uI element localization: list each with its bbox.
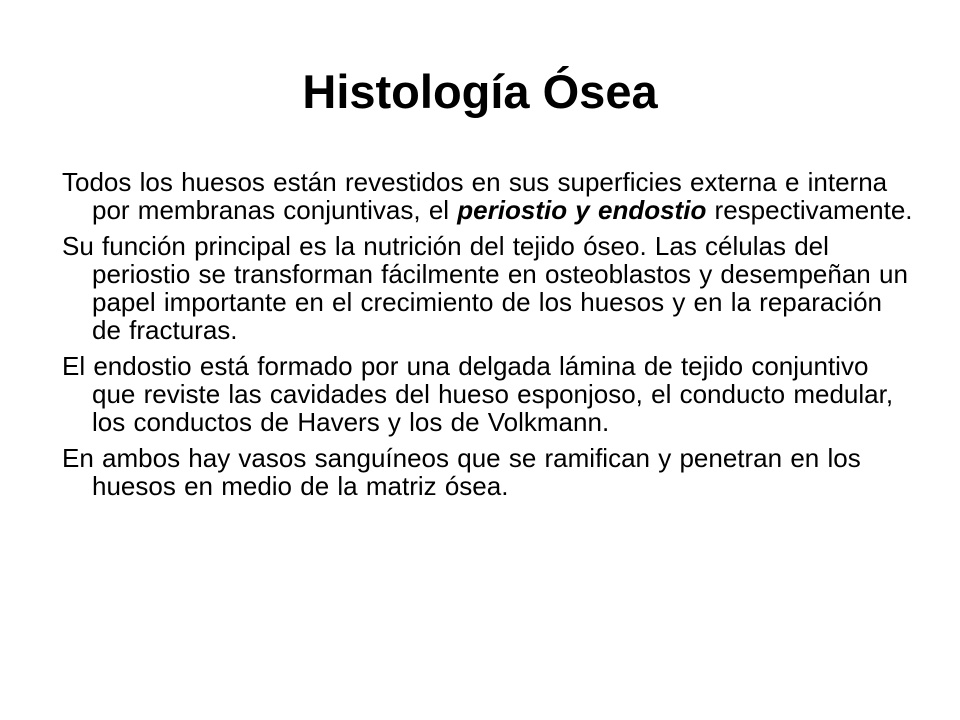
- paragraph-endostio: El endostio está formado por una delgada lámina de tejido conjuntivo que reviste las cavidades del hueso esponjoso, el conducto medular, los conductos de Havers y los de Volkmann.: [62, 351, 894, 437]
- paragraph-text: respectivamente.: [706, 195, 913, 225]
- emphasized-term: periostio y endostio: [457, 195, 707, 225]
- slide-title: Histología Ósea: [302, 65, 658, 118]
- paragraph-vasos: En ambos hay vasos sanguíneos que se ramifican y penetran en los huesos en medio de la matriz ósea.: [62, 443, 861, 501]
- paragraph-funcion: Su función principal es la nutrición del tejido óseo. Las células del periostio se transforman fácilmente en osteoblastos y desempeñan un papel importante en el crecimiento de los huesos y en la reparación de fracturas.: [62, 231, 908, 345]
- paragraph-text: Todos los huesos están revestidos en sus superficies externa e interna por membranas conjuntivas, el: [62, 167, 888, 225]
- slide-body: [62, 168, 914, 508]
- paragraph-periostio-endostio: [62, 168, 914, 224]
